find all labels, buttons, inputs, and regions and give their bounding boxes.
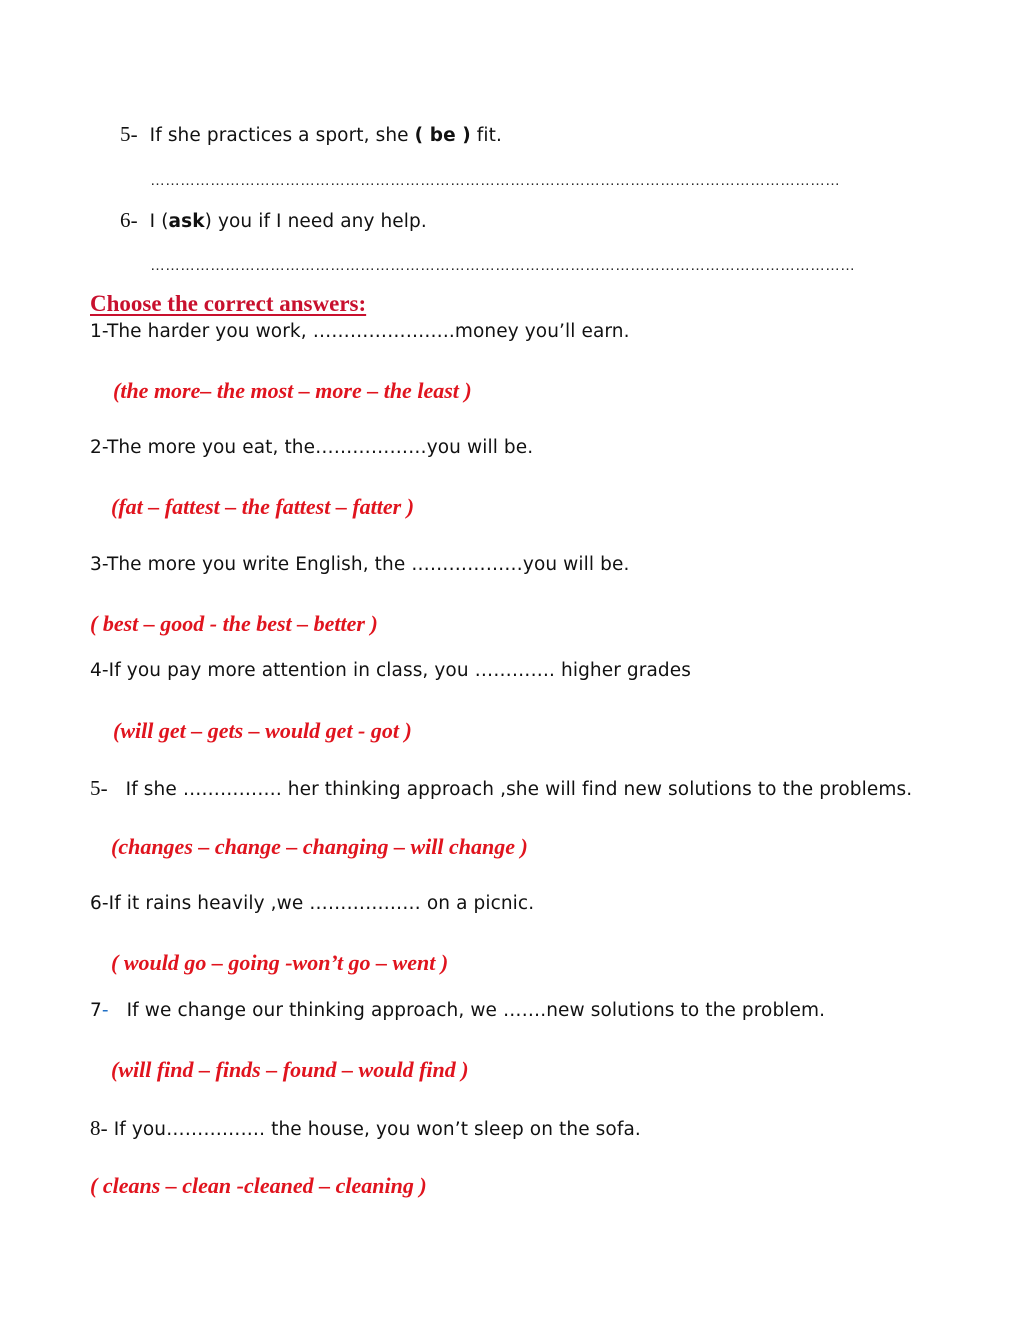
question-number: 4-: [90, 660, 109, 681]
question-text: The more you eat, the………………you will be.: [106, 437, 534, 458]
choices-1: (the more– the most – more – the least ): [113, 378, 472, 403]
question-text: If we change our thinking approach, we …….new solutions to the problem.: [126, 1000, 826, 1021]
question-7: [90, 1000, 825, 1021]
exercise-item-5: [120, 122, 502, 147]
question-8: [90, 1116, 641, 1141]
item-text-pre: If she practices a sport, she: [149, 125, 415, 146]
exercise-item-6: [120, 208, 427, 233]
choices-5: (changes – change – changing – will change ): [111, 834, 528, 859]
item-number: 5-: [120, 122, 138, 146]
item-text-post: fit.: [470, 125, 502, 146]
item-verb-hint: ( be ): [414, 125, 471, 146]
question-number: 2-: [90, 437, 107, 458]
question-number: 5-: [90, 776, 108, 800]
item-text-pre: I (: [149, 211, 169, 232]
choices-3: ( best – good - the best – better ): [90, 611, 378, 636]
choices-8: ( cleans – clean -cleaned – cleaning ): [90, 1173, 427, 1198]
answer-line: …………………………………………………………………………………………………………………………: [150, 172, 840, 189]
question-text: The harder you work, …………………..money you’ll earn.: [106, 321, 630, 342]
question-text: If it rains heavily ,we ……………… on a picnic.: [108, 893, 535, 914]
question-dash: -: [101, 1000, 109, 1021]
choices-4: (will get – gets – would get - got ): [113, 718, 412, 743]
section-heading: Choose the correct answers:: [90, 291, 367, 316]
choices-6: ( would go – going -won’t go – went ): [111, 950, 449, 975]
item-text-post: ) you if I need any help.: [204, 211, 427, 232]
answer-line: ……………………………………………………………………………………………………………………………: [150, 257, 855, 274]
choices-7: (will find – finds – found – would find ): [111, 1057, 469, 1082]
question-number: 8-: [90, 1116, 108, 1140]
item-number: 6-: [120, 208, 138, 232]
question-number: 6-: [90, 893, 109, 914]
question-text: The more you write English, the ………………you will be.: [106, 554, 630, 575]
question-number: 7: [90, 1000, 102, 1021]
question-text: If you……………. the house, you won’t sleep on the sofa.: [113, 1119, 641, 1140]
question-3: [90, 554, 629, 575]
question-number: 1-: [90, 321, 107, 342]
question-text: If she ……………. her thinking approach ,she will find new solutions to the problems.: [125, 779, 913, 800]
question-1: [90, 321, 630, 342]
item-verb-hint: ask: [168, 211, 205, 232]
question-2: [90, 437, 533, 458]
question-4: [90, 660, 691, 681]
question-6: [90, 893, 534, 914]
question-text: If you pay more attention in class, you …………. higher grades: [108, 660, 691, 681]
question-number: 3-: [90, 554, 107, 575]
question-5: [90, 776, 912, 801]
choices-2: (fat – fattest – the fattest – fatter ): [111, 494, 415, 519]
